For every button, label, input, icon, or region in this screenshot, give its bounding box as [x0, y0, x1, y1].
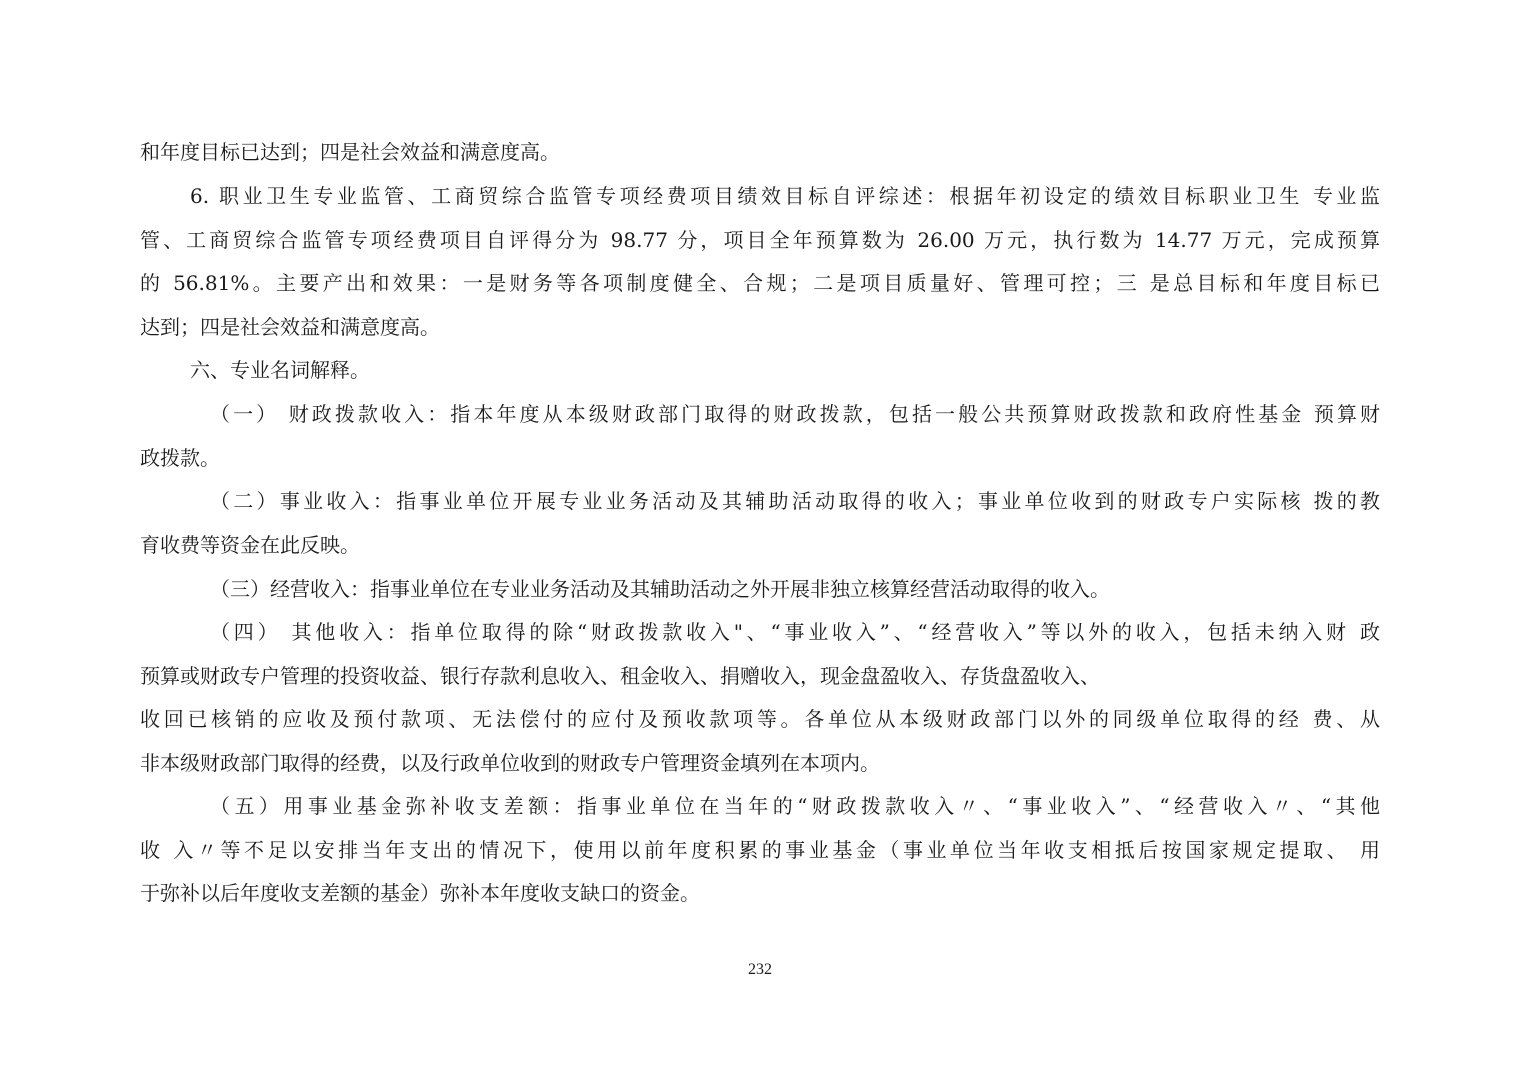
text-line: （三）经营收入：指事业单位在专业业务活动及其辅助活动之外开展非独立核算经营活动取得的收入。 — [210, 577, 1110, 601]
text-line: 非本级财政部门取得的经费，以及行政单位收到的财政专户管理资金填列在本项内。 — [140, 751, 880, 775]
text-line: （一） 财政拨款收入：指本年度从本级财政部门取得的财政拨款，包括一般公共预算财政拨款和政府性基金 预算财 — [210, 402, 1380, 426]
text-line: 于弥补以后年度收支差额的基金）弥补本年度收支缺口的资金。 — [140, 881, 700, 905]
page-number: 232 — [748, 961, 772, 978]
text-line: （五）用事业基金弥补收支差额：指事业单位在当年的“财政拨款收入〃、“事业收入”、“经营收入〃、“其他 — [210, 794, 1380, 818]
text-line: 6. 职业卫生专业监管、工商贸综合监管专项经费项目绩效目标自评综述：根据年初设定的绩效目标职业卫生 专业监 — [190, 184, 1380, 208]
text-line: 政拨款。 — [140, 446, 220, 470]
text-line: 管、工商贸综合监管专项经费项目自评得分为 98.77 分，项目全年预算数为 26.00 万元，执行数为 14.77 万元，完成预算 — [140, 228, 1380, 252]
section-heading: 六、专业名词解释。 — [190, 358, 370, 382]
text-line: 预算或财政专户管理的投资收益、银行存款利息收入、租金收入、捐赠收入，现金盘盈收入、存货盘盈收入、 — [140, 664, 1100, 688]
text-line: （四） 其他收入：指单位取得的除“财政拨款收入"、“事业收入”、“经营收入”等以外的收入，包括未纳入财 政 — [210, 620, 1380, 644]
text-line: 和年度目标已达到；四是社会效益和满意度高。 — [140, 140, 560, 164]
text-line: 收 入〃等不足以安排当年支出的情况下，使用以前年度积累的事业基金（事业单位当年收支相抵后按国家规定提取、 用 — [140, 838, 1380, 862]
text-line: 收回已核销的应收及预付款项、无法偿付的应付及预收款项等。各单位从本级财政部门以外的同级单位取得的经 费、从 — [140, 707, 1380, 731]
text-line: （二）事业收入：指事业单位开展专业业务活动及其辅助活动取得的收入；事业单位收到的财政专户实际核 拨的教 — [210, 489, 1380, 513]
text-line: 达到；四是社会效益和满意度高。 — [140, 315, 440, 339]
text-line: 的 56.81%。主要产出和效果：一是财务等各项制度健全、合规；二是项目质量好、管理可控；三 是总目标和年度目标已 — [140, 271, 1380, 295]
text-line: 育收费等资金在此反映。 — [140, 533, 360, 557]
